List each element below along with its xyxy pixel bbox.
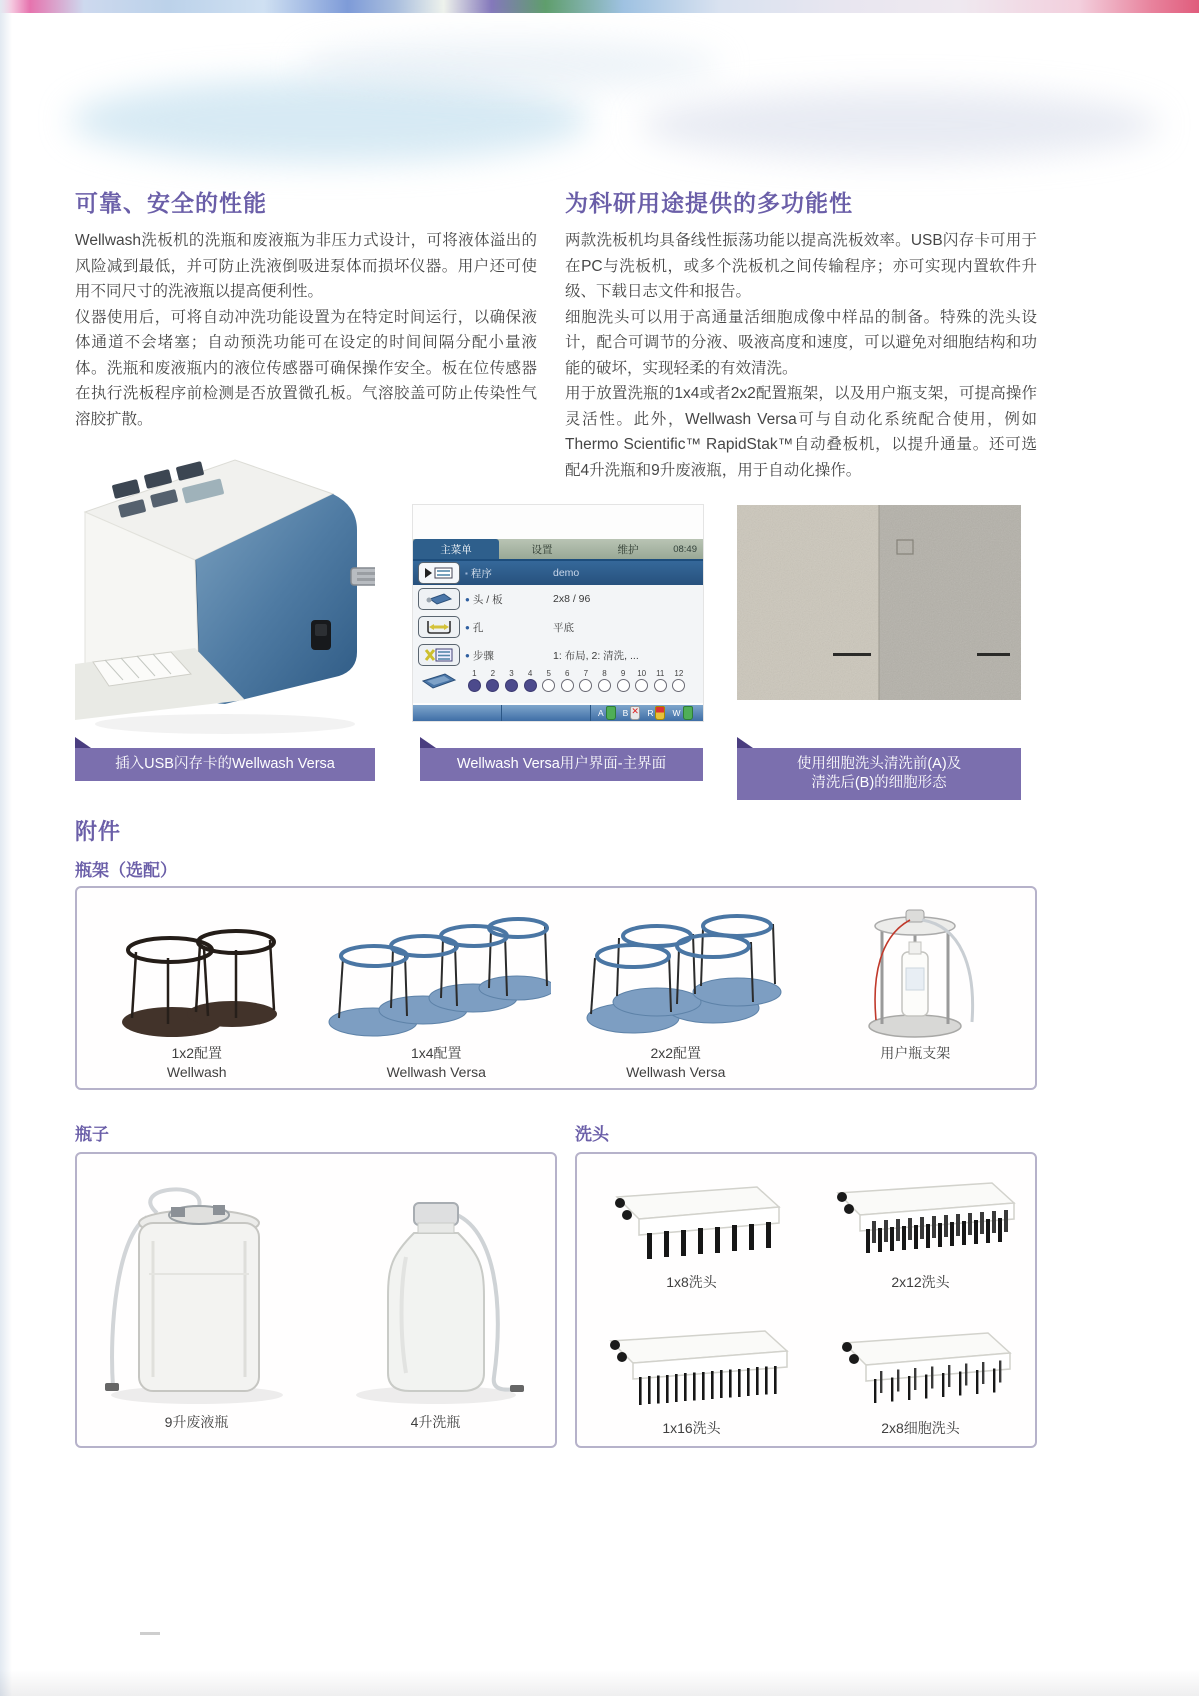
caption-figure-3 [737, 748, 1021, 800]
paragraph: Wellwash洗板机的洗瓶和废液瓶为非压力式设计，可将液体溢出的风险减到最低，并可防止洗液倒吸进泵体而损坏仪器。用户还可使用不同尺寸的洗液瓶以提高便利性。 [75, 232, 537, 300]
racks-box [75, 886, 1037, 1090]
head-1x16-illustration [587, 1313, 797, 1413]
product-rack-1x4 [317, 888, 557, 1082]
ui-row-value: 平底 [553, 621, 574, 634]
caption-text: 插入USB闪存卡的Wellwash Versa [115, 756, 335, 772]
head-1x8-illustration [587, 1167, 797, 1267]
bottle-status-a [598, 706, 616, 720]
ui-tab-maintenance: 维护 [617, 543, 639, 556]
bottle-error-icon [630, 706, 640, 720]
product-rack-1x2 [77, 888, 317, 1082]
channel-number: 4 [527, 669, 533, 678]
well-depth-icon [418, 616, 460, 638]
instrument-illustration [75, 452, 375, 745]
ui-row-program [413, 561, 703, 585]
channel-dot [524, 679, 537, 692]
scan-color-cloud [70, 78, 590, 163]
bullet-icon: ● [465, 622, 470, 632]
plate-icon [419, 671, 459, 694]
ui-row-well [413, 613, 703, 641]
channel-number: 3 [509, 669, 514, 678]
product-label: 9升废液瓶 [164, 1414, 229, 1430]
product-label: 2x12洗头 [891, 1274, 950, 1290]
product-head-1x16 [577, 1300, 806, 1446]
channel-number: 11 [656, 669, 665, 678]
section-heading: 可靠、安全的性能 [75, 190, 267, 216]
holographic-top-strip [0, 0, 1199, 13]
channel-dot [579, 679, 592, 692]
wash-bottle-illustration [326, 1177, 546, 1407]
waste-bottle-illustration [87, 1177, 307, 1407]
microscopy-illustration [737, 505, 1021, 700]
bottle-letter: B [622, 708, 629, 718]
bottle-status-b [623, 706, 641, 720]
channel-number: 8 [602, 669, 607, 678]
figure-cell-microscopy [737, 505, 1021, 700]
caption-figure-1 [75, 748, 375, 781]
ui-row-value: demo [553, 567, 580, 579]
bottle-letter: R [647, 708, 654, 718]
product-head-2x12 [806, 1154, 1035, 1300]
racks-subheading: 瓶架（选配） [75, 861, 177, 880]
paragraph: 仪器使用后，可将自动冲洗功能设置为在特定时间运行，以确保液体通道不会堵塞；自动预洗功能可在设定的时间间隔分配小量液体。洗瓶和废液瓶内的液位传感器可确保操作安全。板在位传感器在执行洗板程序前检测是否放置微孔板。气溶胶盖可防止传染性气溶胶扩散。 [75, 308, 537, 428]
ui-row-steps [413, 641, 703, 669]
heads-subheading: 洗头 [575, 1125, 609, 1144]
ui-row-label: 步骤 [472, 649, 494, 662]
product-head-2x8-cell [806, 1300, 1035, 1446]
scan-color-cloud [300, 40, 720, 90]
channel-dot [635, 679, 648, 692]
bullet-icon: ● [465, 594, 470, 604]
bottle-warning-icon [655, 706, 665, 720]
rack-2x2-illustration [561, 906, 791, 1038]
channel-dot [598, 679, 611, 692]
ui-tab-settings: 设置 [531, 543, 553, 556]
channel-number: 1 [472, 669, 477, 678]
channel-number: 6 [565, 669, 570, 678]
figure-device-ui-screenshot [413, 505, 703, 721]
product-head-1x8 [577, 1154, 806, 1300]
ui-row-label: 程序 [470, 567, 492, 580]
heads-box [575, 1152, 1037, 1448]
channel-number: 7 [583, 669, 589, 678]
product-label-line1: 1x2配置 [171, 1045, 223, 1061]
bottle-letter: W [672, 708, 681, 718]
program-list-icon [418, 562, 460, 584]
scan-artifact [140, 1632, 160, 1635]
product-user-bottle-stand [796, 888, 1036, 1063]
channel-dot [486, 679, 499, 692]
bullet-icon: ● [465, 650, 470, 660]
bottle-ok-icon [683, 706, 693, 720]
product-label: 4升洗瓶 [410, 1414, 461, 1430]
product-label: 2x8细胞洗头 [881, 1420, 960, 1436]
bottle-status-w [672, 706, 692, 720]
paragraph: 用于放置洗瓶的1x4或者2x2配置瓶架，以及用户瓶支架，可提高操作灵活性。此外，Wellwash Versa可与自动化系统配合使用，例如Thermo Scientific™ RapidStak™自动叠板机，以提升通量。还可选配4升洗瓶和9升废液瓶，用于自动化操作。 [565, 385, 1037, 479]
bottle-letter: A [598, 708, 604, 718]
wash-head-icon [418, 588, 460, 610]
head-2x12-illustration [816, 1167, 1026, 1267]
rack-1x2-illustration [92, 906, 302, 1038]
figure-instrument-photo [75, 452, 375, 745]
ui-row-label: 头 / 板 [472, 593, 503, 606]
product-label: 1x8洗头 [666, 1274, 717, 1290]
accessories-heading: 附件 [75, 819, 122, 844]
scan-edge-shadow [0, 0, 12, 1696]
caption-figure-2 [420, 748, 703, 781]
product-wash-bottle-4l [316, 1154, 555, 1446]
ui-status-bar [413, 705, 703, 721]
ui-row-value: 2x8 / 96 [553, 593, 591, 605]
product-rack-2x2 [556, 888, 796, 1082]
caption-text: 使用细胞洗头清洗前(A)及 [796, 756, 962, 772]
ui-clock: 08:49 [673, 543, 697, 555]
ui-tab-bar [413, 539, 703, 561]
product-label-line2: Wellwash Versa [626, 1064, 726, 1080]
section-reliable-performance [75, 185, 537, 432]
channel-number: 2 [490, 669, 496, 678]
product-waste-bottle-9l [77, 1154, 316, 1446]
section-versatility [565, 185, 1037, 483]
channel-number: 12 [674, 669, 684, 678]
bottle-ok-icon [606, 706, 616, 720]
ui-row-label: 孔 [472, 621, 484, 634]
caption-text: 清洗后(B)的细胞形态 [811, 775, 947, 791]
bullet-icon: ▪ [465, 568, 468, 578]
channel-dot [561, 679, 574, 692]
product-label-line1: 2x2配置 [650, 1045, 702, 1061]
bottles-subheading: 瓶子 [75, 1125, 109, 1144]
ui-row-value: 1: 布局, 2: 清洗, ... [553, 649, 639, 662]
ui-row-head-plate [413, 585, 703, 613]
channel-number: 5 [546, 669, 551, 678]
scan-bottom-shadow [0, 1670, 1199, 1696]
paragraph: 两款洗板机均具备线性振荡功能以提高洗板效率。USB闪存卡可用于在PC与洗板机，或多个洗板机之间传输程序；亦可实现内置软件升级、下载日志文件和报告。 [565, 232, 1037, 300]
channel-dot [654, 679, 667, 692]
section-heading: 为科研用途提供的多功能性 [565, 190, 853, 216]
product-label-line2: Wellwash [166, 1064, 227, 1080]
ui-white-margin [413, 505, 703, 539]
bottles-box [75, 1152, 557, 1448]
product-label: 1x16洗头 [662, 1420, 721, 1436]
rack-1x4-illustration [321, 906, 551, 1038]
channel-number: 9 [620, 669, 626, 678]
ui-tab-main-menu: 主菜单 [413, 539, 499, 559]
channel-dot [542, 679, 555, 692]
head-2x8-cell-illustration [816, 1313, 1026, 1413]
paragraph: 细胞洗头可以用于高通量活细胞成像中样品的制备。特殊的洗头设计，配合可调节的分液、吸液高度和速度，可以避免对细胞结构和功能的破坏，实现轻柔的有效清洗。 [565, 308, 1037, 377]
channel-dot [505, 679, 518, 692]
bottle-status-r [647, 706, 665, 720]
scan-color-cloud [640, 90, 1160, 160]
channel-number: 10 [637, 669, 647, 678]
product-label-line1: 1x4配置 [410, 1045, 462, 1061]
user-bottle-stand-illustration [810, 906, 1020, 1038]
channel-dot [672, 679, 685, 692]
product-label-line1: 用户瓶支架 [880, 1045, 951, 1061]
steps-list-icon [418, 644, 460, 666]
product-label-line2: Wellwash Versa [386, 1064, 486, 1080]
channel-dot [617, 679, 630, 692]
caption-text: Wellwash Versa用户界面-主界面 [456, 756, 667, 772]
channel-dot [468, 679, 481, 692]
